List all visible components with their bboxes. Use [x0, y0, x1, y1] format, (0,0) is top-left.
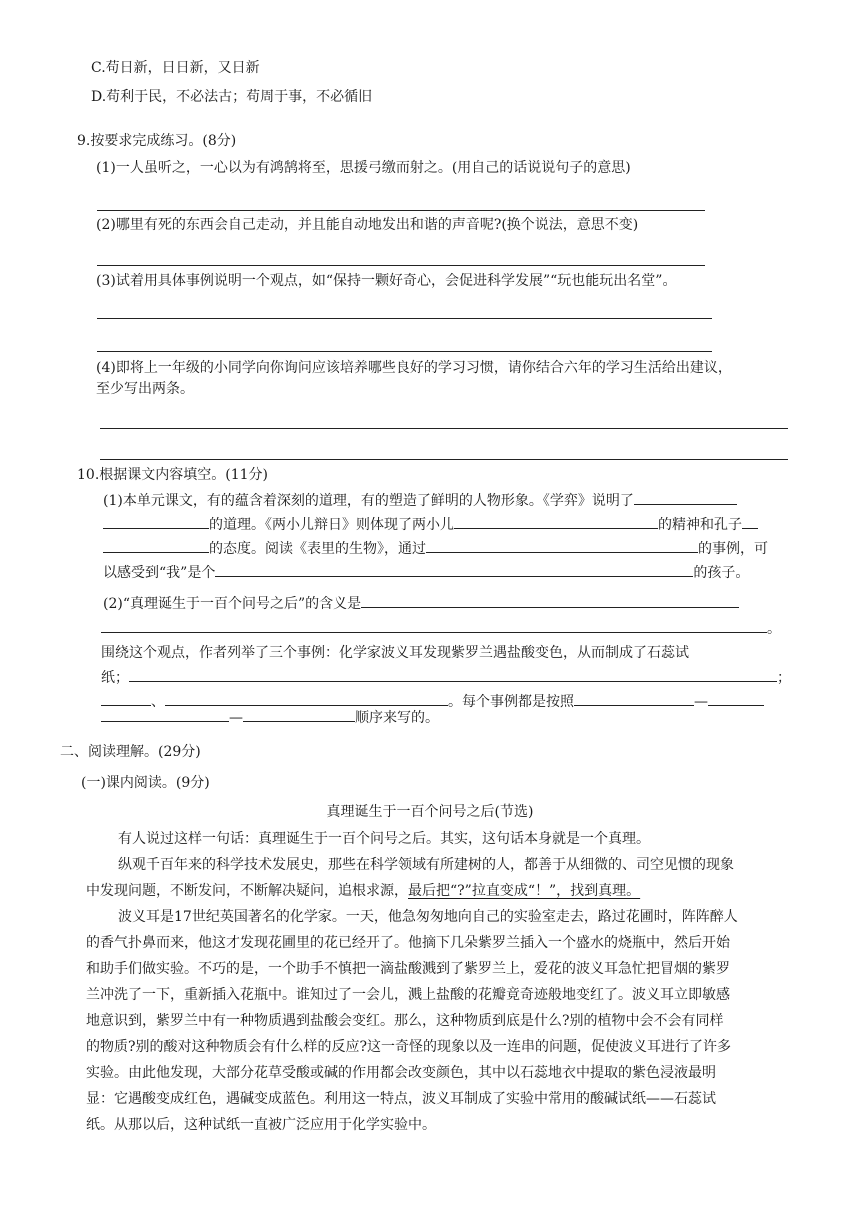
- q10-blank-two-kids-spirit[interactable]: [454, 514, 658, 529]
- passage-para2-text: 中发现问题，不断发问，不断解决疑问，追根求源，: [86, 883, 408, 899]
- q10-p1-text-d: 的态度。阅读《表里的生物》，通过: [209, 541, 426, 557]
- q10-comma: 、: [151, 694, 165, 710]
- q10-part2-line3: 围绕这个观点，作者列举了三个事例：化学家波义耳发现紫罗兰遇盐酸变色，从而制成了石蕊试: [101, 645, 689, 661]
- passage-title: 真理诞生于一百个问号之后(节选): [326, 804, 534, 820]
- q10-blank-child-trait[interactable]: [215, 562, 693, 577]
- q10-semicolon: ；: [777, 670, 791, 686]
- section-2-subheading: (一)课内阅读。(9分): [81, 775, 210, 791]
- q10-part1-line1: [103, 490, 737, 511]
- q10-part1-line4: [103, 562, 749, 583]
- q10-blank-order-2[interactable]: [708, 691, 764, 706]
- passage-para2-line2: [86, 881, 640, 901]
- passage-para3-line6: 的物质?别的酸对这种物质会有什么样的反应?这一奇怪的现象以及一连串的问题，促使波义耳进行了许多: [86, 1039, 732, 1055]
- q10-p2-text-d: 。每个事例都是按照: [448, 694, 574, 710]
- q10-blank-order-2-cont[interactable]: [101, 707, 229, 722]
- passage-para3-line7: 实验。由此他发现，大部分花草受酸或碱的作用都会改变颜色，其中以石蕊地衣中提取的紫色浸液最明: [86, 1065, 716, 1081]
- q10-p1-text-g: 的孩子。: [693, 565, 750, 581]
- q10-blank-example-3a[interactable]: [101, 691, 151, 706]
- q10-blank-example-2[interactable]: [129, 667, 777, 682]
- q10-blank-order-1[interactable]: [574, 691, 694, 706]
- q9-part2-prompt: (2)哪里有死的东西会自己走动，并且能自动地发出和谐的声音呢?(换个说法，意思不变): [96, 217, 639, 233]
- passage-para3-line8: 显：它遇酸变成红色，遇碱变成蓝色。利用这一特点，波义耳制成了实验中常用的酸碱试纸——石蕊试: [86, 1091, 716, 1107]
- q10-part2-line1: [103, 593, 739, 614]
- passage-para3-line3: 和助手们做实验。不巧的是，一个助手不慎把一滴盐酸溅到了紫罗兰上，爱花的波义耳急忙把冒烟的紫罗: [86, 961, 730, 977]
- option-d: D.苟利于民，不必法古；苟周于事，不必循旧: [91, 89, 373, 105]
- q10-part2-line2: [101, 618, 781, 639]
- q9-part4-prompt-line1: (4)即将上一年级的小同学向你询问应该培养哪些良好的学习习惯，请你结合六年的学习生活给出建议，: [96, 360, 732, 376]
- question-10-heading: 10.根据课文内容填空。(11分): [77, 467, 269, 483]
- q9-part3-answer-line-1[interactable]: [97, 318, 712, 319]
- q10-p1-text-a: (1)本单元课文，有的蕴含着深刻的道理，有的塑造了鲜明的人物形象。《学弈》说明了: [103, 493, 634, 509]
- q10-part1-line2: [103, 514, 758, 535]
- q10-blank-meaning-cont[interactable]: [101, 618, 767, 633]
- q10-p1-text-e: 的事例，可: [698, 541, 768, 557]
- q9-part4-answer-line-2[interactable]: [100, 459, 788, 460]
- q10-p1-text-c: 的精神和孔子: [658, 517, 742, 533]
- passage-para3-line4: 兰冲洗了一下，重新插入花瓶中。谁知过了一会儿，溅上盐酸的花瓣竟奇迹般地变红了。波义耳立即敏感: [86, 987, 730, 1003]
- section-2-heading: 二、阅读理解。(29分): [60, 744, 201, 760]
- question-9-heading: 9.按要求完成练习。(8分): [77, 133, 237, 149]
- passage-para3-line9: 纸。从那以后，这种试纸一直被广泛应用于化学实验中。: [86, 1117, 436, 1133]
- q10-period: 。: [767, 621, 781, 637]
- option-c: C.苟日新，日日新，又日新: [91, 60, 260, 76]
- passage-para3-line5: 地意识到，紫罗兰中有一种物质遇到盐酸会变红。那么，这种物质到底是什么?别的植物中会不会有同样: [86, 1013, 724, 1029]
- q10-blank-confucius-attitude[interactable]: [742, 514, 758, 529]
- q10-part1-line3: [103, 538, 768, 559]
- q10-dash-2: —: [229, 710, 243, 726]
- q10-blank-confucius-cont[interactable]: [103, 538, 209, 553]
- q9-part3-answer-line-2[interactable]: [97, 351, 712, 352]
- q10-blank-xueyi-lesson[interactable]: [634, 490, 737, 505]
- q9-part4-prompt-line2: 至少写出两条。: [96, 381, 194, 397]
- q10-p2-text-e: 顺序来写的。: [355, 710, 439, 726]
- q9-part1-prompt: (1)一人虽听之，一心以为有鸿鹄将至，思援弓缴而射之。(用自己的话说说句子的意思): [96, 160, 631, 176]
- q9-part4-answer-line-1[interactable]: [100, 428, 788, 429]
- q9-part3-prompt: (3)试着用具体事例说明一个观点，如“保持一颗好奇心，会促进科学发展”“玩也能玩出名堂”。: [96, 273, 677, 289]
- passage-para3-line2: 的香气扑鼻而来，他这才发现花圃里的花已经开了。他摘下几朵紫罗兰插入一个盛水的烧瓶中，然后开始: [86, 935, 730, 951]
- q10-dash-1: —: [694, 694, 708, 710]
- passage-para2-line1: 纵观千百年来的科学技术发展史，那些在科学领域有所建树的人，都善于从细微的、司空见惯的现象: [118, 857, 734, 873]
- q10-part2-line4: [101, 667, 791, 688]
- passage-para1: 有人说过这样一句话：真理诞生于一百个问号之后。其实，这句话本身就是一个真理。: [118, 831, 650, 847]
- q10-blank-example-3b[interactable]: [165, 691, 448, 706]
- q9-part1-answer-line[interactable]: [97, 210, 705, 211]
- passage-para3-line1: 波义耳是17世纪英国著名的化学家。一天，他急匆匆地向自己的实验室走去，路过花圃时，阵阵醉人: [118, 909, 738, 925]
- q9-part2-answer-line[interactable]: [97, 265, 705, 266]
- q10-blank-lesson-cont[interactable]: [103, 514, 209, 529]
- q10-p1-text-f: 以感受到“我”是个: [103, 565, 216, 581]
- q10-blank-example[interactable]: [426, 538, 698, 553]
- q10-blank-order-3[interactable]: [243, 707, 355, 722]
- q10-part2-line6: [101, 707, 439, 728]
- q10-p1-text-b: 的道理。《两小儿辩日》则体现了两小儿: [209, 517, 454, 533]
- q10-p2-text-a: (2)“真理诞生于一百个问号之后”的含义是: [103, 596, 362, 612]
- q10-blank-meaning[interactable]: [361, 593, 739, 608]
- underlined-sentence: 最后把“?”拉直变成“！”，找到真理。: [408, 883, 641, 899]
- q10-p2-text-c: 纸；: [101, 670, 129, 686]
